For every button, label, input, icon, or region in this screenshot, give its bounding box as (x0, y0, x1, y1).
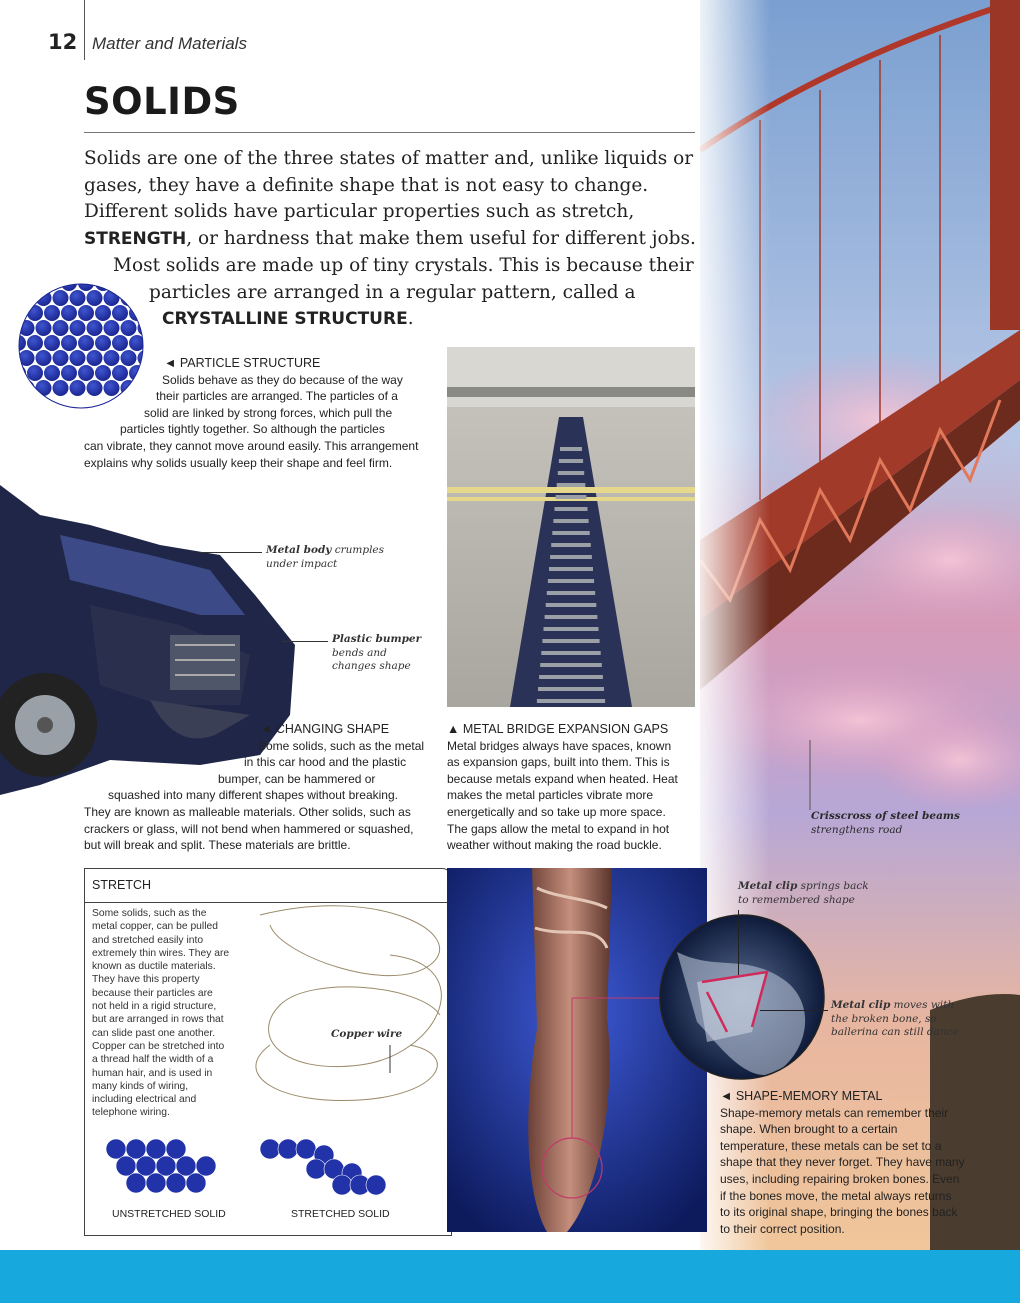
caption-heading: ▲ METAL BRIDGE EXPANSION GAPS (447, 722, 669, 736)
caption-line: as expansion gaps, built into them. This is (447, 755, 670, 770)
particle (18, 290, 35, 307)
particle (106, 1139, 126, 1159)
particle (78, 305, 95, 322)
label-text: crumples (331, 544, 385, 556)
plastic-bumper-leader (282, 641, 328, 642)
expansion-gap (545, 615, 598, 619)
caption-line: in this car hood and the plastic (244, 755, 407, 770)
shape-memory-caption (720, 1088, 1000, 1237)
caption-line: can vibrate, they cannot move around easily. This arrangement (84, 438, 419, 453)
expansion-gap (541, 651, 600, 655)
stretch-line: extremely thin wires. They are (92, 947, 230, 959)
particle (129, 335, 144, 352)
particle (95, 305, 112, 322)
particle (112, 335, 129, 352)
copper-wire-illustration (240, 895, 465, 1115)
caption-line: to its original shape, bringing the bones back (720, 1205, 958, 1220)
intro-line: Most solids are made up of tiny crystals. This is because their (113, 254, 694, 276)
stretch-line: telephone wiring. (92, 1107, 170, 1119)
particle (52, 290, 69, 307)
label-bold: Plastic bumper (332, 633, 422, 645)
caption-line: solid are linked by strong forces, which pull the (144, 405, 393, 420)
label-text: bends and (332, 646, 387, 659)
particle (18, 380, 35, 397)
plastic-bumper-label (332, 633, 421, 674)
particle (126, 1139, 146, 1159)
particle (146, 1173, 166, 1193)
intro-line (84, 226, 694, 253)
label-text: ballerina can still dance (831, 1026, 959, 1038)
clip2-leader (760, 1010, 828, 1011)
caption-line: bumper, can be hammered or (218, 771, 376, 786)
particle-structure-caption (84, 355, 429, 471)
label-text: changes shape (332, 660, 411, 672)
expansion-gap (553, 519, 588, 523)
caption-line: temperature, these metals can be set to a (720, 1138, 942, 1153)
intro-line: gases, they have a definite shape that is not easy to change. (84, 174, 649, 196)
particle (120, 320, 137, 337)
expansion-gap (548, 579, 594, 583)
caption-line: Metal bridges always have spaces, known (447, 738, 672, 753)
particle (176, 1156, 196, 1176)
particle (27, 305, 44, 322)
stretch-heading: STRETCH (92, 878, 152, 892)
stretch-line: but are arranged in rows that (92, 1014, 224, 1026)
label-text: moves with (890, 999, 955, 1011)
stretch-line: not held in a rigid structure, (92, 1001, 217, 1013)
particle (52, 380, 69, 397)
caption-line: uses, including repairing broken bones. Even (720, 1171, 960, 1186)
expansion-gap (550, 555, 592, 559)
bridge-expansion-gap-photo (447, 347, 695, 707)
particle (27, 365, 44, 382)
stretch-line: human hair, and is used in (92, 1067, 213, 1079)
intro-line (84, 306, 694, 333)
page-title: SOLIDS (84, 80, 240, 123)
stretch-line: including electrical and (92, 1094, 197, 1106)
caption-line: Solids behave as they do because of the way (162, 372, 403, 387)
expansion-gap (556, 495, 587, 499)
caption-line: Some solids, such as the metal (258, 738, 425, 753)
stretch-line: known as ductile materials. (92, 961, 216, 973)
caption-heading: ◄ PARTICLE STRUCTURE (164, 356, 321, 370)
particle (136, 1156, 156, 1176)
particle (78, 335, 95, 352)
caption-line: shape. When brought to a certain (720, 1122, 898, 1137)
caption-line: explains why solids usually keep their shape and feel firm. (84, 455, 393, 470)
stretch-line: can slide past one another. (92, 1027, 216, 1039)
particle (44, 305, 61, 322)
caption-line: squashed into many different shapes without breaking. (108, 788, 398, 803)
particle (120, 290, 137, 307)
label-bold: Crisscross of steel beams (811, 810, 960, 822)
running-title: Matter and Materials (92, 34, 247, 53)
particle (296, 1139, 316, 1159)
expansion-gaps-caption (447, 721, 697, 854)
particle (260, 1139, 280, 1159)
particle (52, 350, 69, 367)
particle (103, 320, 120, 337)
particle (156, 1156, 176, 1176)
label-text: strengthens road (811, 823, 903, 836)
label-bold: Metal body (266, 544, 332, 556)
particle (61, 305, 78, 322)
metal-body-label (266, 544, 384, 571)
stretch-line: Some solids, such as the (92, 908, 207, 919)
particle (278, 1139, 298, 1159)
expansion-gap (555, 507, 588, 511)
particle (332, 1175, 352, 1195)
caption-line: makes the metal particles vibrate more (447, 788, 654, 803)
particle (137, 290, 144, 307)
caption-line: Shape-memory metals can remember their (720, 1105, 949, 1120)
particle (116, 1156, 136, 1176)
caption-heading: ◄ SHAPE-MEMORY METAL (720, 1089, 883, 1103)
page-number: 12 (48, 30, 78, 54)
caption-line: but will break and split. These materials are brittle. (84, 838, 351, 853)
caption-line: shape that they never forget. They have many (720, 1155, 965, 1170)
stretched-solid-label: STRETCHED SOLID (291, 1208, 390, 1220)
caption-line: energetically and so take up more space. (447, 804, 666, 819)
stretch-line: many kinds of wiring, (92, 1080, 189, 1092)
bottom-color-bar (0, 1250, 1020, 1303)
expansion-gap (540, 663, 602, 667)
particle (69, 320, 86, 337)
particle (166, 1173, 186, 1193)
intro-text: , or hardness that make them useful for different jobs. (186, 228, 696, 250)
label-text: springs back (797, 880, 869, 892)
caption-heading: ◄ CHANGING SHAPE (260, 722, 390, 736)
particle (44, 365, 61, 382)
particle (52, 320, 69, 337)
unstretched-solid-label: UNSTRETCHED SOLID (112, 1208, 226, 1220)
intro-line: Different solids have particular properties such as stretch, (84, 201, 635, 223)
caption-line: weather without making the road buckle. (447, 838, 662, 853)
particle (146, 1139, 166, 1159)
title-rule (84, 132, 695, 133)
caption-line: particles tightly together. So although the particles (120, 422, 385, 437)
particle (44, 335, 61, 352)
intro-line: particles are arranged in a regular pattern, called a (149, 281, 636, 303)
stretch-body (92, 907, 229, 1120)
stretched-solid-diagram (256, 1133, 386, 1198)
intro-text: . (407, 308, 414, 330)
expansion-gap (546, 603, 597, 607)
strength-link[interactable]: STRENGTH (84, 229, 187, 250)
particle (186, 1173, 206, 1193)
xray-bone-inset (657, 912, 827, 1082)
expansion-gap (559, 459, 583, 463)
header-divider (84, 0, 85, 60)
particle (112, 305, 129, 322)
stretch-line: and stretched easily into (92, 934, 204, 946)
stretch-line: because their particles are (92, 987, 213, 999)
label-bold: Metal clip (831, 999, 891, 1011)
caption-line: The gaps allow the metal to expand in hot (447, 821, 670, 836)
expansion-gap (560, 447, 582, 451)
particle (27, 335, 44, 352)
label-text: under impact (266, 557, 338, 570)
caption-line: They are known as malleable materials. Other solids, such as (84, 804, 411, 819)
crystalline-structure-link[interactable]: CRYSTALLINE STRUCTURE (162, 309, 408, 330)
expansion-gap (542, 639, 599, 643)
caption-line: crackers or glass, will not bend when hammered or squashed, (84, 821, 414, 836)
stretch-line: metal copper, can be pulled (92, 921, 218, 933)
particle (27, 283, 44, 291)
metal-clip-label-1 (738, 880, 869, 907)
particle (112, 283, 129, 291)
intro-line: Solids are one of the three states of matter and, unlike liquids or (84, 148, 694, 169)
particle (18, 350, 35, 367)
steel-beams-label (811, 810, 960, 837)
stretch-line: They have this property (92, 974, 200, 986)
expansion-gap (549, 567, 593, 571)
expansion-gap (558, 471, 584, 475)
particle (196, 1156, 216, 1176)
expansion-gap (537, 699, 605, 703)
caption-line: their particles are arranged. The particles of a (156, 389, 398, 404)
metal-clip-label-2 (831, 999, 959, 1040)
particle (35, 320, 52, 337)
particle (166, 1139, 186, 1159)
label-text: to remembered shape (738, 893, 855, 906)
changing-shape-caption (84, 721, 429, 854)
clip1-leader (738, 910, 739, 975)
particle (35, 380, 52, 397)
expansion-gap (538, 687, 604, 691)
label-text: the broken bone, so (831, 1012, 937, 1025)
caption-line: because metals expand when heated. Heat (447, 771, 678, 786)
expansion-gap (552, 531, 589, 535)
unstretched-solid-diagram (98, 1133, 228, 1198)
intro-paragraph (84, 146, 694, 333)
expansion-gap (547, 591, 595, 595)
particle (35, 350, 52, 367)
particle (306, 1159, 326, 1179)
particle (95, 335, 112, 352)
particle (86, 290, 103, 307)
label-bold: Metal clip (738, 880, 798, 892)
caption-line: if the bones move, the metal always returns (720, 1188, 952, 1203)
particle (18, 283, 26, 291)
stretch-line: a thread half the width of a (92, 1054, 214, 1066)
particle (61, 335, 78, 352)
particle (129, 283, 144, 291)
copper-wire-label: Copper wire (331, 1028, 403, 1040)
metal-body-leader (200, 552, 262, 553)
particle (69, 290, 86, 307)
caption-line: to their correct position. (720, 1221, 845, 1236)
particle (86, 320, 103, 337)
expansion-gap (557, 483, 586, 487)
particle (126, 1173, 146, 1193)
expansion-gap (539, 675, 603, 679)
expansion-gap (551, 543, 591, 547)
particle (61, 365, 78, 382)
particle (366, 1175, 386, 1195)
stretch-line: Copper can be stretched into (92, 1040, 225, 1052)
expansion-gap (544, 627, 599, 631)
